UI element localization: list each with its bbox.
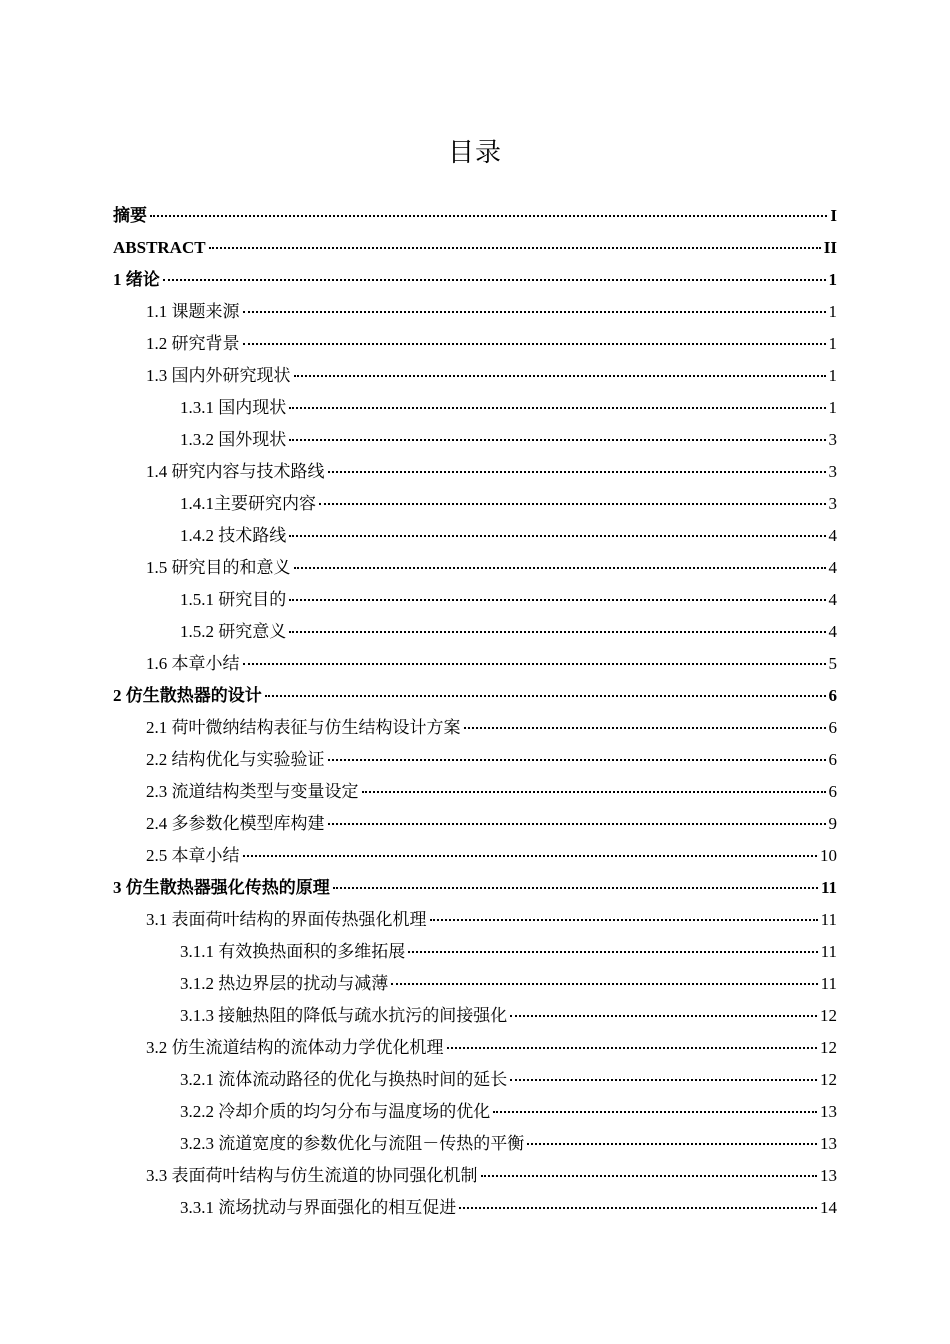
toc-entry-title: 2.3 流道结构类型与变量设定 [146, 782, 359, 801]
toc-entry-page-number: 4 [828, 526, 837, 545]
toc-entry-page-number: 9 [828, 814, 837, 833]
toc-entry-page-number: 5 [828, 654, 837, 673]
toc-entry-page-number: 6 [828, 718, 837, 737]
toc-dot-leader [328, 759, 826, 761]
toc-entry-page-number: 1 [828, 366, 837, 385]
toc-dot-leader [163, 279, 826, 281]
toc-entry-page-number: 1 [828, 398, 837, 417]
toc-dot-leader [243, 311, 826, 313]
toc-entry-title: 3.2 仿生流道结构的流体动力学优化机理 [146, 1038, 444, 1057]
toc-dot-leader [391, 983, 817, 985]
toc-dot-leader [362, 791, 826, 793]
toc-dot-leader [510, 1015, 817, 1017]
toc-entry-title: 2.2 结构优化与实验验证 [146, 750, 325, 769]
toc-entry-page-number: 11 [820, 910, 837, 929]
toc-entry[interactable] [146, 844, 837, 868]
toc-entry[interactable] [180, 1068, 837, 1092]
toc-dot-leader [289, 407, 825, 409]
toc-entry-title: 1.6 本章小结 [146, 654, 240, 673]
toc-entry-title: 摘要 [113, 206, 147, 225]
toc-entry-page-number: 1 [828, 270, 837, 289]
toc-dot-leader [243, 855, 818, 857]
toc-dot-leader [527, 1143, 817, 1145]
toc-entry-page-number: 13 [820, 1102, 837, 1121]
toc-entry-title: 2.4 多参数化模型库构建 [146, 814, 325, 833]
toc-dot-leader [328, 471, 826, 473]
toc-entry[interactable] [180, 1004, 837, 1028]
toc-entry-title: 3.1.3 接触热阻的降低与疏水抗污的间接强化 [180, 1006, 508, 1025]
toc-dot-leader [209, 247, 821, 249]
toc-entry-title: 1.1 课题来源 [146, 302, 240, 321]
toc-entry-page-number: 4 [828, 558, 837, 577]
toc-entry[interactable] [146, 908, 837, 932]
toc-entry-title: 3 仿生散热器强化传热的原理 [113, 878, 330, 897]
toc-entry-title: 3.3 表面荷叶结构与仿生流道的协同强化机制 [146, 1166, 478, 1185]
toc-entry-page-number: 4 [828, 622, 837, 641]
toc-entry[interactable] [180, 1100, 837, 1124]
toc-entry-page-number: 1 [828, 334, 837, 353]
toc-entry-page-number: 13 [820, 1134, 837, 1153]
toc-entry-title: 3.1.1 有效换热面积的多维拓展 [180, 942, 406, 961]
toc-dot-leader [408, 951, 817, 953]
toc-entry-page-number: 3 [828, 462, 837, 481]
toc-entry[interactable] [180, 972, 837, 996]
toc-entry[interactable] [146, 812, 837, 836]
toc-dot-leader [265, 695, 826, 697]
toc-entry-title: 1.3 国内外研究现状 [146, 366, 291, 385]
toc-entry[interactable] [146, 460, 837, 484]
toc-entry-page-number: 12 [820, 1070, 837, 1089]
toc-entry[interactable] [146, 748, 837, 772]
toc-entry[interactable] [180, 524, 837, 548]
toc-dot-leader [319, 503, 826, 505]
toc-entry-page-number: II [823, 238, 837, 257]
toc-dot-leader [150, 215, 827, 217]
toc-entry-page-number: 14 [820, 1198, 837, 1217]
toc-dot-leader [459, 1207, 817, 1209]
toc-entry-title: 1.5.1 研究目的 [180, 590, 287, 609]
toc-entry-page-number: 6 [828, 782, 837, 801]
toc-entry[interactable] [113, 684, 837, 708]
toc-dot-leader [289, 439, 825, 441]
toc-entry[interactable] [146, 364, 837, 388]
toc-entry-page-number: 3 [828, 430, 837, 449]
toc-dot-leader [289, 631, 825, 633]
toc-entry-page-number: 4 [828, 590, 837, 609]
toc-entry-title: 2.1 荷叶微纳结构表征与仿生结构设计方案 [146, 718, 461, 737]
toc-entry-title: 1.4.2 技术路线 [180, 526, 287, 545]
toc-dot-leader [493, 1111, 817, 1113]
toc-entry-title: 2 仿生散热器的设计 [113, 686, 262, 705]
toc-entry[interactable] [113, 876, 837, 900]
toc-entry[interactable] [180, 492, 837, 516]
toc-dot-leader [333, 887, 818, 889]
toc-entry-title: 3.2.2 冷却介质的均匀分布与温度场的优化 [180, 1102, 491, 1121]
toc-dot-leader [510, 1079, 817, 1081]
toc-entry[interactable] [180, 588, 837, 612]
toc-dot-leader [243, 663, 826, 665]
toc-entry-title: 1 绪论 [113, 270, 160, 289]
toc-entry[interactable] [180, 1196, 837, 1220]
toc-entry-page-number: 12 [820, 1006, 837, 1025]
toc-entry-title: 1.5.2 研究意义 [180, 622, 287, 641]
toc-entry-title: 3.1 表面荷叶结构的界面传热强化机理 [146, 910, 427, 929]
toc-entry-title: 3.3.1 流场扰动与界面强化的相互促进 [180, 1198, 457, 1217]
toc-entry[interactable] [146, 332, 837, 356]
toc-entry[interactable] [113, 236, 837, 260]
toc-dot-leader [328, 823, 826, 825]
toc-entry[interactable] [146, 716, 837, 740]
toc-entry-page-number: 11 [820, 942, 837, 961]
toc-entry[interactable] [146, 652, 837, 676]
toc-entry[interactable] [180, 1132, 837, 1156]
toc-entry[interactable] [180, 620, 837, 644]
toc-dot-leader [430, 919, 818, 921]
toc-entry-title: 3.2.1 流体流动路径的优化与换热时间的延长 [180, 1070, 508, 1089]
toc-entry-page-number: 3 [828, 494, 837, 513]
toc-entry-title: 1.5 研究目的和意义 [146, 558, 291, 577]
toc-entry-title: 1.3.2 国外现状 [180, 430, 287, 449]
toc-entry[interactable] [146, 556, 837, 580]
toc-dot-leader [289, 535, 825, 537]
toc-entry-title: 1.3.1 国内现状 [180, 398, 287, 417]
toc-entry-page-number: I [830, 206, 837, 225]
toc-entry-page-number: 11 [820, 878, 837, 897]
toc-dot-leader [289, 599, 825, 601]
toc-entry-title: 3.2.3 流道宽度的参数优化与流阻－传热的平衡 [180, 1134, 525, 1153]
toc-entry[interactable] [113, 268, 837, 292]
toc-entry-page-number: 6 [828, 750, 837, 769]
toc-entry[interactable] [146, 780, 837, 804]
toc-entry[interactable] [180, 428, 837, 452]
toc-entry-title: 1.4.1主要研究内容 [180, 494, 316, 513]
toc-dot-leader [464, 727, 826, 729]
toc-entry-page-number: 13 [820, 1166, 837, 1185]
toc-entry-title: 2.5 本章小结 [146, 846, 240, 865]
toc-dot-leader [294, 375, 826, 377]
toc-dot-leader [243, 343, 826, 345]
toc-entry-page-number: 12 [820, 1038, 837, 1057]
toc-entry[interactable] [146, 1164, 837, 1188]
toc-dot-leader [481, 1175, 818, 1177]
toc-entry-page-number: 10 [820, 846, 837, 865]
toc-entry[interactable] [146, 300, 837, 324]
toc-entry[interactable] [180, 396, 837, 420]
toc-entry-page-number: 11 [820, 974, 837, 993]
page-title: 目录 [447, 138, 502, 168]
toc-entry[interactable] [146, 1036, 837, 1060]
toc-entry[interactable] [180, 940, 837, 964]
toc-entry-title: 1.2 研究背景 [146, 334, 240, 353]
toc-entry-title: 1.4 研究内容与技术路线 [146, 462, 325, 481]
toc-entry-page-number: 1 [828, 302, 837, 321]
toc-dot-leader [294, 567, 826, 569]
toc-entry-page-number: 6 [828, 686, 837, 705]
toc-dot-leader [447, 1047, 818, 1049]
toc-entry-title: 3.1.2 热边界层的扰动与减薄 [180, 974, 389, 993]
toc-entry[interactable] [113, 204, 837, 228]
toc-entry-title: ABSTRACT [113, 238, 206, 257]
